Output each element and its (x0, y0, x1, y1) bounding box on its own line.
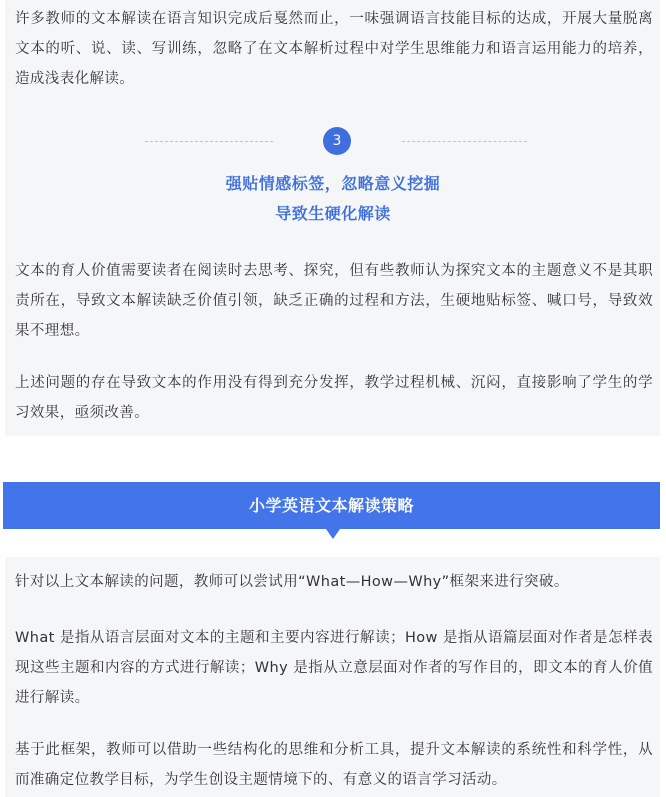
section-title-line1: 强贴情感标签，忽略意义挖掘 (225, 174, 441, 193)
section-title-line2: 导致生硬化解读 (275, 204, 391, 223)
strategy-banner: 小学英语文本解读策略 (3, 482, 660, 529)
section-divider-left (145, 141, 273, 142)
strategy-paragraph-2: What 是指从语言层面对文本的主题和主要内容进行解读；How 是指从语篇层面对作者是怎样表现这些主题和内容的方式进行解读；Why 是指从立意层面对作者的写作目的，即文本的育人价值进行解读。 (15, 630, 653, 706)
strategy-paragraph-1: 针对以上文本解读的问题，教师可以尝试用“What—How—Why”框架来进行突破。 (15, 574, 569, 590)
section-paragraph-1: 文本的育人价值需要读者在阅读时去思考、探究，但有些教师认为探究文本的主题意义不是其职责所在，导致文本解读缺乏价值引领，缺乏正确的过程和方法，生硬地贴标签、喊口号，导致效果不理想。 (15, 263, 653, 339)
banner-pointer-arrow (326, 529, 340, 539)
section-number-badge: 3 (323, 127, 351, 155)
section-divider-right (402, 141, 527, 142)
section-paragraph-2: 上述问题的存在导致文本的作用没有得到充分发挥，教学过程机械、沉闷，直接影响了学生的学习效果，亟须改善。 (15, 375, 653, 421)
lower-content-card (5, 557, 660, 797)
strategy-paragraph-3: 基于此框架，教师可以借助一些结构化的思维和分析工具，提升文本解读的系统性和科学性，从而准确定位教学目标，为学生创设主题情境下的、有意义的语言学习活动。 (15, 742, 653, 788)
intro-paragraph: 许多教师的文本解读在语言知识完成后戛然而止，一味强调语言技能目标的达成，开展大量脱离文本的听、说、读、写训练，忽略了在文本解析过程中对学生思维能力和语言运用能力的培养，造成浅表化解读。 (15, 11, 653, 87)
